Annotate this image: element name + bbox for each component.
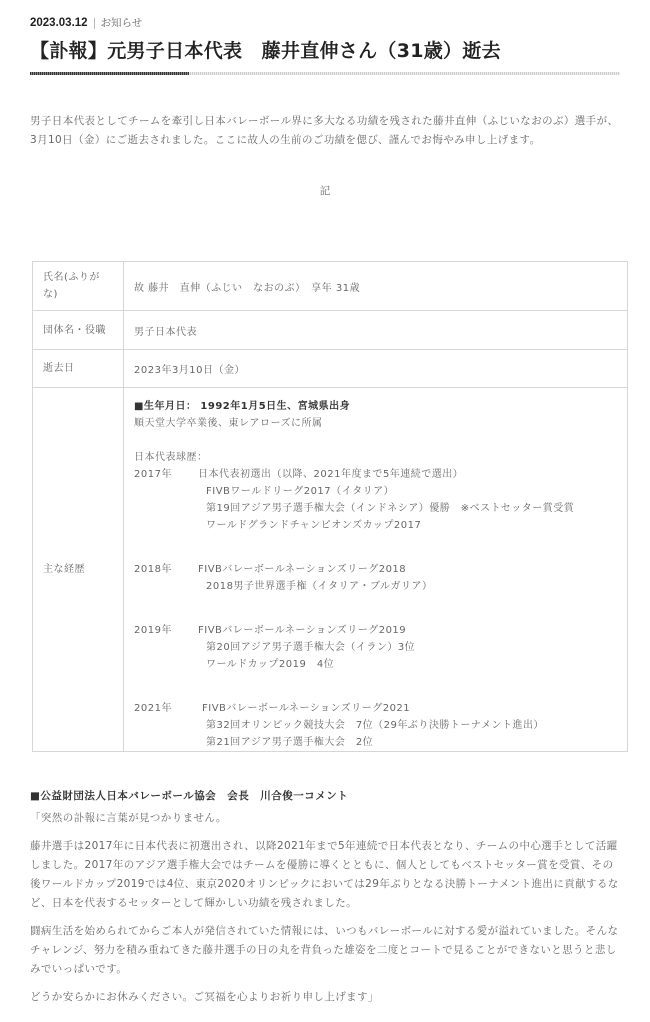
career-year-label: 2017年	[134, 469, 172, 480]
comment-heading: ■公益財団法人日本バレーボール協会 会長 川合俊一コメント	[30, 790, 349, 802]
ki-marker: 記	[319, 185, 331, 197]
comment-paragraph: 闘病生活を始められてからご本人が発信されていた情報には、いつもバレーボールに対する愛が溢れていました。そんなチャレンジ、努力を積み重ねてきた藤井選手の日の丸を背負った雄姿を二度とコートで見ることができないと思うと悲しみでいっぱいです。	[30, 925, 619, 975]
career-year-2018	[134, 561, 617, 595]
career-item: FIVBワールドリーグ2017（イタリア）	[206, 486, 395, 497]
article-title: 【訃報】元男子日本代表 藤井直伸さん（31歳）逝去	[30, 40, 501, 62]
comment-paragraph: 藤井選手は2017年に日本代表に初選出され、以降2021年まで5年連続で日本代表となり、チームの中心選手として活躍しました。2017年のアジア選手権大会ではチームを優勝に導くとともに、個人としてもベストセッター賞を受賞、その後ワールドカップ2019では4位、東京2020オリンピックにおいては29年ぶりとなる決勝トーナメント進出に貢献するなど、日本を代表するセッターとして輝かしい功績を残されました。	[30, 840, 619, 909]
title-underline	[30, 72, 620, 75]
national-team-heading: 日本代表球歴：	[134, 452, 208, 463]
career-item: 第21回アジア男子選手権大会 2位	[206, 737, 374, 748]
comment-body	[30, 809, 620, 1016]
career-item: ワールドカップ2019 4位	[206, 659, 335, 670]
birth-info: ■生年月日： 1992年1月5日生、宮城県出身	[134, 401, 351, 412]
career-year-label: 2019年	[134, 625, 172, 636]
career-year-2021	[134, 700, 617, 751]
article-meta	[30, 16, 142, 30]
row-label-date-of-death: 逝去日	[33, 350, 124, 388]
profile-table	[32, 261, 628, 752]
career-item: 第20回アジア男子選手権大会（イラン）3位	[206, 642, 416, 653]
career-item: FIVBバレーボールネーションズリーグ2021	[202, 703, 411, 714]
table-row	[33, 311, 628, 350]
category-link[interactable]: お知らせ	[100, 17, 143, 29]
career-item: 日本代表初選出（以降、2021年度まで5年連続で選出）	[198, 469, 464, 480]
career-item: FIVBバレーボールネーションズリーグ2019	[198, 625, 407, 636]
table-row	[33, 388, 628, 752]
intro-text: 男子日本代表としてチームを牽引し日本バレーボール界に多大なる功績を残された藤井直伸（ふじいなおのぶ）選手が、3月10日（金）にご逝去されました。ここに故人の生前のご功績を偲び、謹んでお悔やみ申し上げます。	[30, 115, 619, 146]
career-year-label: 2018年	[134, 564, 172, 575]
table-row	[33, 350, 628, 388]
table-row	[33, 262, 628, 311]
career-cell	[124, 388, 628, 752]
career-year-label: 2021年	[134, 703, 172, 714]
career-item: ワールドグランドチャンピオンズカップ2017	[206, 520, 422, 531]
row-value-date-of-death: 2023年3月10日（金）	[124, 350, 628, 388]
row-value-name: 故 藤井 直伸（ふじい なおのぶ） 享年 31歳	[124, 262, 628, 311]
post-date: 2023.03.12	[30, 17, 88, 29]
row-label-career: 主な経歴	[33, 388, 124, 752]
meta-divider	[94, 18, 95, 29]
row-label-name: 氏名(ふりがな)	[33, 262, 124, 311]
career-item: FIVBバレーボールネーションズリーグ2018	[198, 564, 407, 575]
comment-paragraph: どうか安らかにお休みください。ご冥福を心よりお祈り申し上げます」	[30, 991, 379, 1003]
comment-paragraph: 「突然の訃報に言葉が見つかりません。	[30, 812, 227, 824]
career-item: 第32回オリンピック競技大会 7位（29年ぶり決勝トーナメント進出）	[206, 720, 545, 731]
affiliation-info: 順天堂大学卒業後、東レアローズに所属	[134, 418, 323, 429]
row-label-organization: 団体名・役職	[33, 311, 124, 350]
career-year-2017	[134, 466, 617, 534]
career-year-2019	[134, 622, 617, 673]
row-value-organization: 男子日本代表	[124, 311, 628, 350]
career-item: 2018男子世界選手権（イタリア・ブルガリア）	[206, 581, 433, 592]
title-underline-accent	[30, 72, 189, 75]
career-item: 第19回アジア男子選手権大会（インドネシア）優勝 ※ベストセッター賞受賞	[206, 503, 575, 514]
